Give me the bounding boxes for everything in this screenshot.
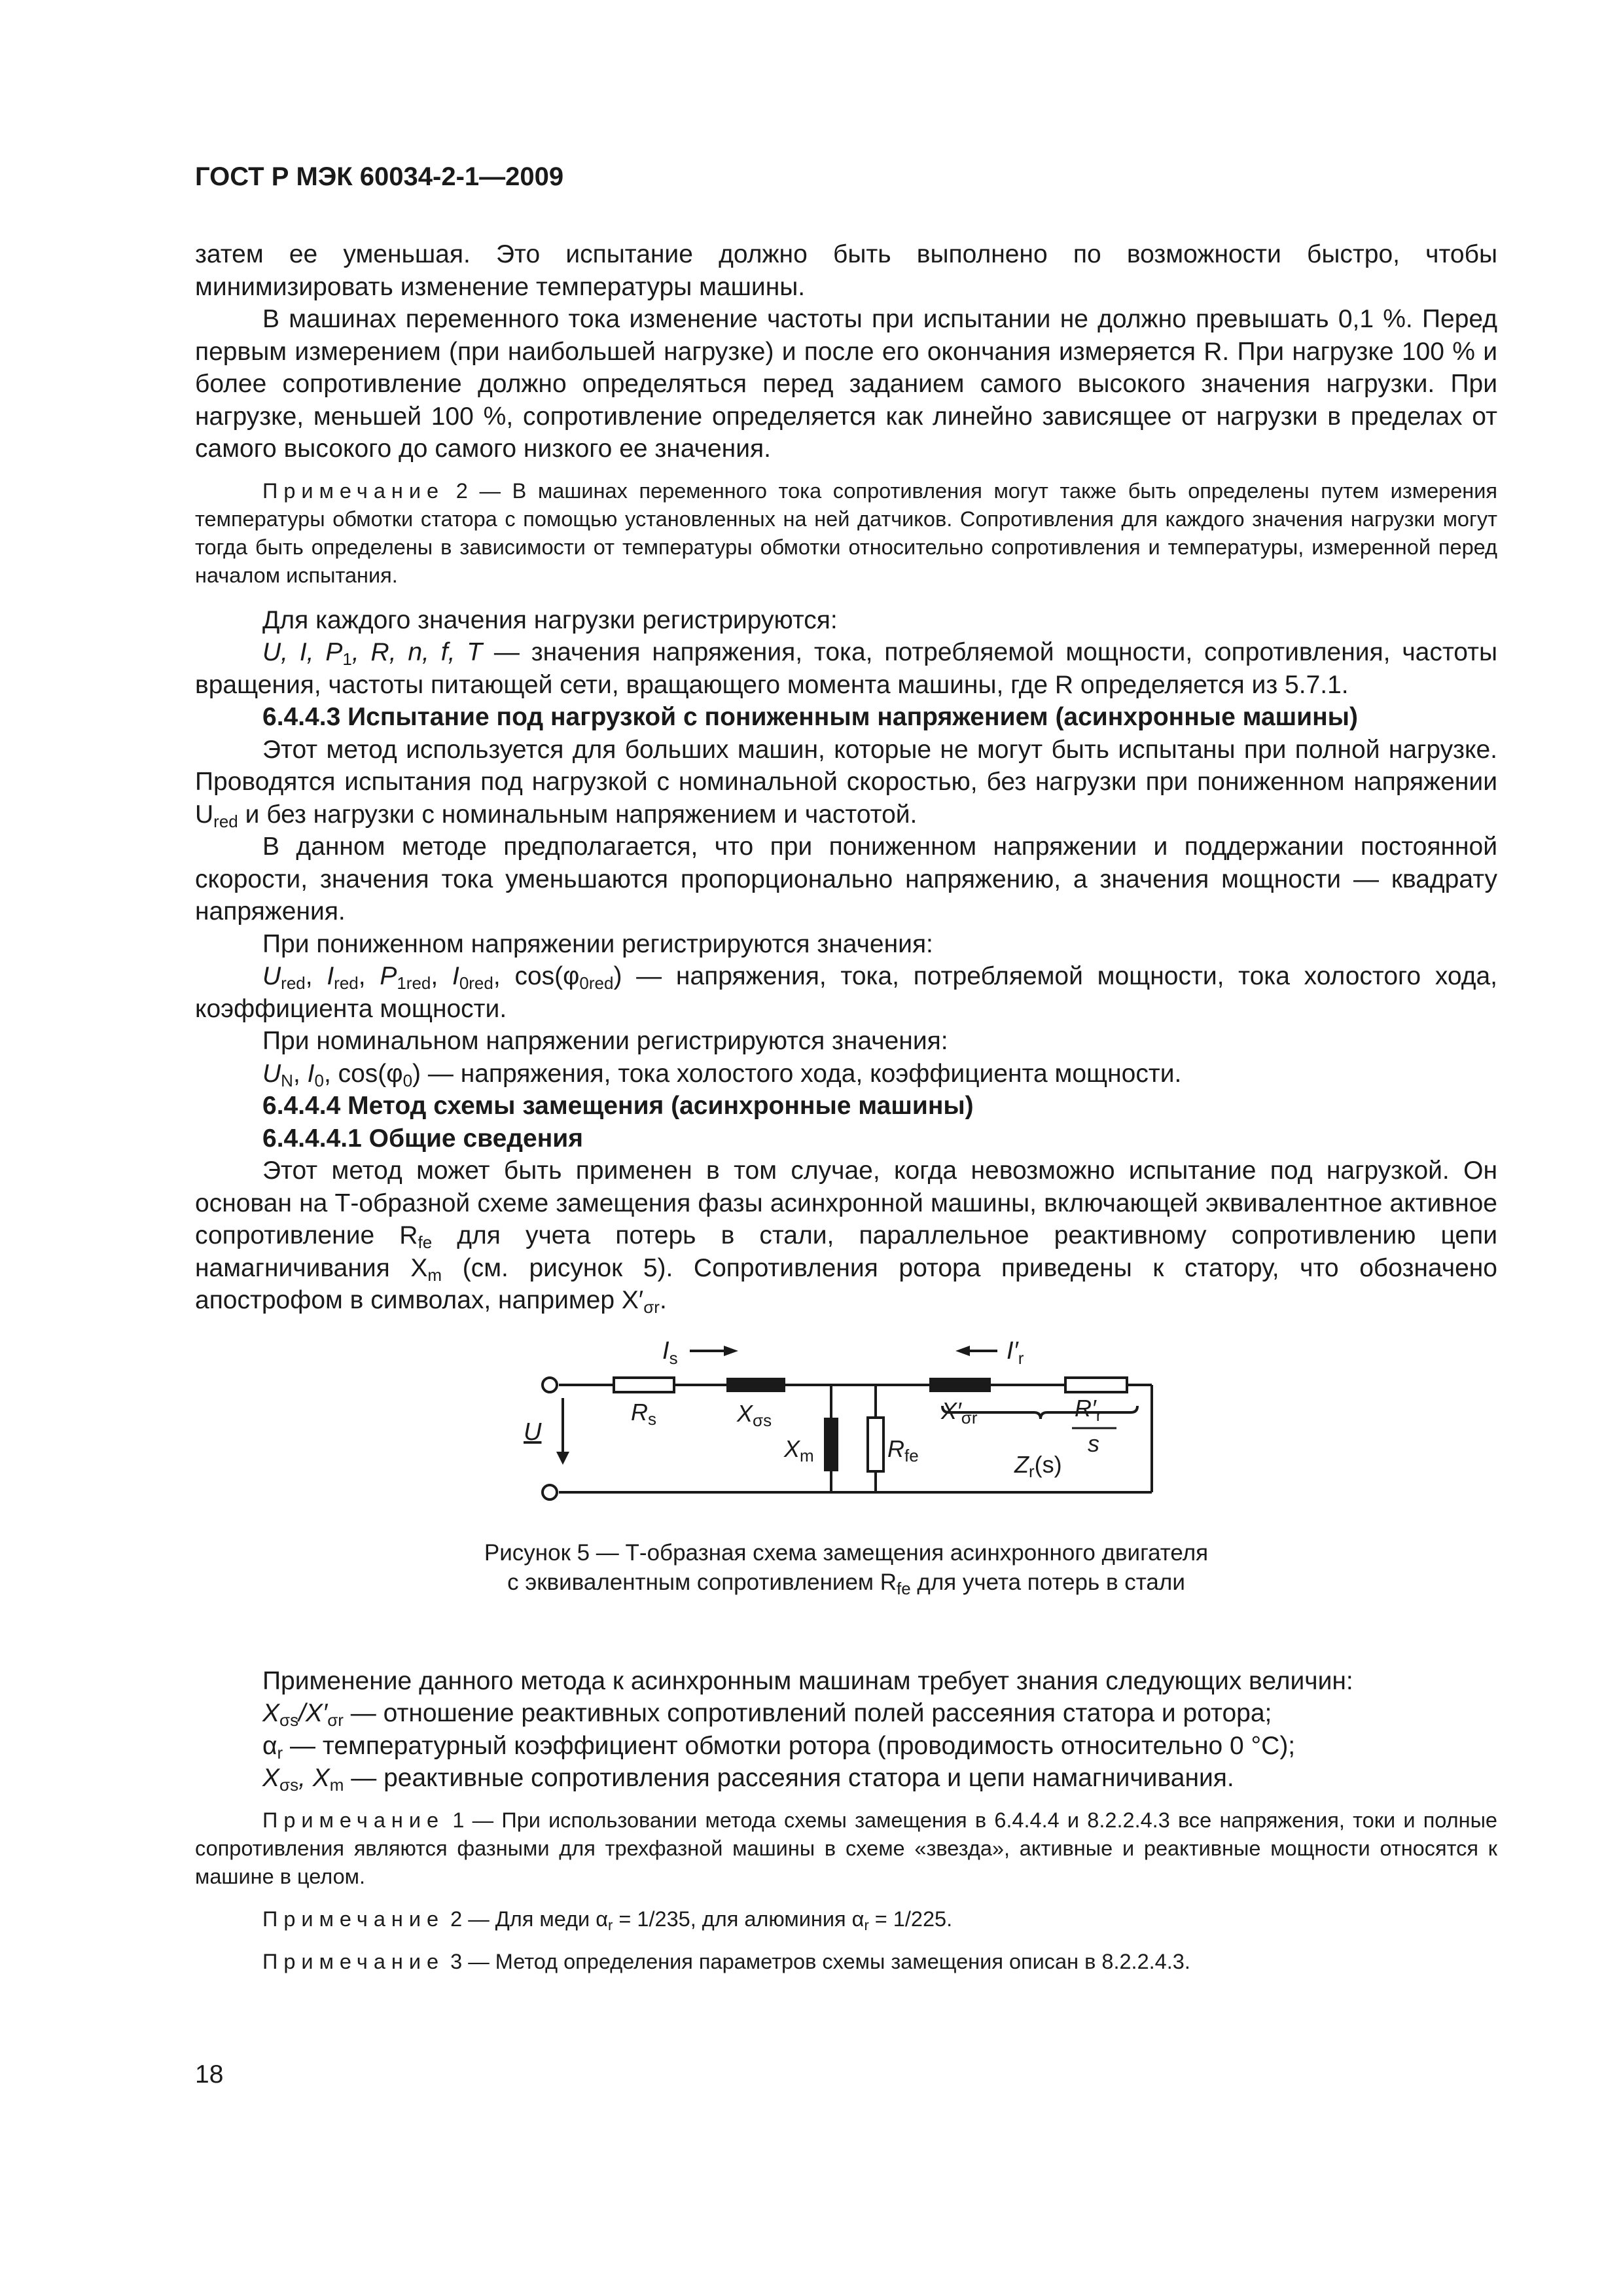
label-ir: $I'_r$	[1007, 1336, 1024, 1368]
circuit-diagram	[195, 1335, 1497, 1505]
label-rr-denominator: s	[1088, 1429, 1099, 1457]
label-xr: X′σr	[941, 1397, 978, 1427]
note-text: 2 — В машинах переменного тока сопротивления могут также быть определены путем измерения температуры обмотки статора с помощью установленных на ней датчиков. Сопротивления для каждого значения нагрузки могут тогда быть определены в зависимости от температуры обмотки относительно сопротивления и температуры, измеренной перед началом испытания.	[195, 478, 1497, 587]
note	[195, 477, 1497, 590]
terminal-top	[543, 1378, 557, 1392]
paragraph: $U_{red}$, $I_{red}$, $P_{1red}$, $I_{0red}$, $\cos(\varphi_{0red})$ — напряжения, тока, потребляемой мощности, тока холостого хода, коэффициента мощности.	[195, 962, 1498, 1023]
label-u: U	[524, 1418, 542, 1446]
label-xs: Xσs	[737, 1399, 772, 1430]
note	[195, 1806, 1497, 1891]
inductor-xm	[824, 1418, 838, 1471]
paragraph: $X_{\sigma s}/X'_{\sigma r}$ — отношение реактивных сопротивлений полей рассеяния статора и ротора;	[262, 1699, 1272, 1730]
label-rfe: Rfe	[887, 1435, 919, 1465]
label-rs: Rs	[631, 1398, 656, 1429]
paragraph: $U_N$, $I_0$, $\cos(\varphi_0)$ — напряжения, тока холостого хода, коэффициента мощности.	[262, 1059, 1182, 1090]
label-zr: Zr(s)	[1014, 1450, 1062, 1481]
document-header: ГОСТ Р МЭК 60034-2-1—2009	[195, 162, 564, 191]
paragraph: $\alpha_r$ — температурный коэффициент обмотки ротора (проводимость относительно 0 °C);	[262, 1731, 1296, 1763]
label-rr-numerator: R′r	[1075, 1394, 1102, 1425]
label-is: $I_s$	[662, 1336, 678, 1368]
note: Примечание 2 — Для меди $\alpha_r = 1/235$, для алюминия $\alpha_r = 1/225$.	[262, 1907, 953, 1933]
paragraph: При пониженном напряжении регистрируются значения:	[262, 929, 933, 958]
paragraph: При номинальном напряжении регистрируются значения:	[262, 1027, 948, 1055]
paragraph: $X_{\sigma s}$, $X_m$ — реактивные сопротивления рассеяния статора и цепи намагничивания.	[262, 1764, 1234, 1795]
section-heading: 6.4.4.4.1 Общие сведения	[262, 1124, 584, 1153]
paragraph: U, I, $P_1$, R, n, f, T — значения напряжения, тока, потребляемой мощности, сопротивления, частоты вращения, частоты питающей сети, вращающего момента машины, где R определяется из 5.7.1.	[195, 638, 1497, 699]
page-number: 18	[195, 2060, 224, 2089]
resistor-rfe	[868, 1418, 883, 1471]
note-label: Примечание	[262, 478, 445, 503]
paragraph: В данном методе предполагается, что при пониженном напряжении и поддержании постоянной скорости, значения тока уменьшаются пропорционально напряжению, а значения мощности — квадрату напряжения.	[195, 833, 1497, 925]
note-text: 3 — Метод определения параметров схемы замещения описан в 8.2.2.4.3.	[444, 1949, 1190, 1973]
note-label: Примечание	[262, 1907, 445, 1931]
note	[195, 1948, 1497, 1976]
figure-caption: Рисунок 5 — Т-образная схема замещения асинхронного двигателя с эквивалентным сопротивлением $R_{fe}$ для учета потерь в стали	[484, 1539, 1209, 1598]
paragraph: Этот метод используется для больших машин, которые не могут быть испытаны при полной нагрузке. Проводятся испытания под нагрузкой с номинальной скоростью, без нагрузки при пониженном напряжении $U_{red}$ и без нагрузки с номинальным напряжением и частотой.	[195, 735, 1497, 831]
arrow-head-u	[556, 1452, 569, 1465]
label-xm: Xm	[784, 1435, 814, 1465]
paragraph: В машинах переменного тока изменение частоты при испытании не должно превышать 0,1 %. Перед первым измерением (при наибольшей нагрузке) и после его окончания измеряется R. При нагрузке 100 % и более сопротивление должно определяться перед заданием самого высокого значения нагрузки. При нагрузке, меньшей 100 %, сопротивление определяется как линейно зависящее от нагрузки в пределах от самого высокого до самого низкого ее значения.	[195, 305, 1497, 463]
page-content	[195, 157, 1497, 1990]
paragraph: Для каждого значения нагрузки регистрируются:	[262, 605, 838, 634]
inductor-xs	[726, 1378, 785, 1392]
note-text: 1 — При использовании метода схемы замещения в 6.4.4.4 и 8.2.2.4.3 все напряжения, токи и полные сопротивления являются фазными для трехфазной машины в схеме «звезда», активные и реактивные мощности относятся к машине в целом.	[195, 1808, 1497, 1888]
arrow-head-ir	[955, 1346, 970, 1356]
equivalent-circuit-figure	[195, 1335, 1497, 1505]
paragraph: затем ее уменьшая. Это испытание должно быть выполнено по возможности быстро, чтобы минимизировать изменение температуры машины.	[195, 240, 1497, 301]
paragraph: Этот метод может быть применен в том случае, когда невозможно испытание под нагрузкой. Он основан на Т-образной схеме замещения фазы асинхронной машины, включающей эквивалентное активное сопротивление $R_{fe}$ для учета потерь в стали, параллельное реактивному сопротивлению цепи намагничивания $X_m$ (см. рисунок 5). Сопротивления ротора приведены к статору, что обозначено апострофом в символах, например $X'_{\sigma r}$.	[195, 1157, 1497, 1317]
note-label: Примечание	[262, 1808, 445, 1832]
section-heading: 6.4.4.3 Испытание под нагрузкой с пониженным напряжением (асинхронные машины)	[262, 703, 1358, 731]
paragraph: Применение данного метода к асинхронным машинам требует знания следующих величин:	[262, 1666, 1353, 1695]
resistor-rs	[614, 1378, 674, 1392]
arrow-head-is	[724, 1346, 738, 1356]
section-heading: 6.4.4.4 Метод схемы замещения (асинхронные машины)	[262, 1092, 974, 1120]
note-label: Примечание	[262, 1949, 445, 1973]
terminal-bottom	[543, 1485, 557, 1499]
inductor-xr	[929, 1378, 991, 1392]
resistor-rr	[1065, 1378, 1127, 1392]
